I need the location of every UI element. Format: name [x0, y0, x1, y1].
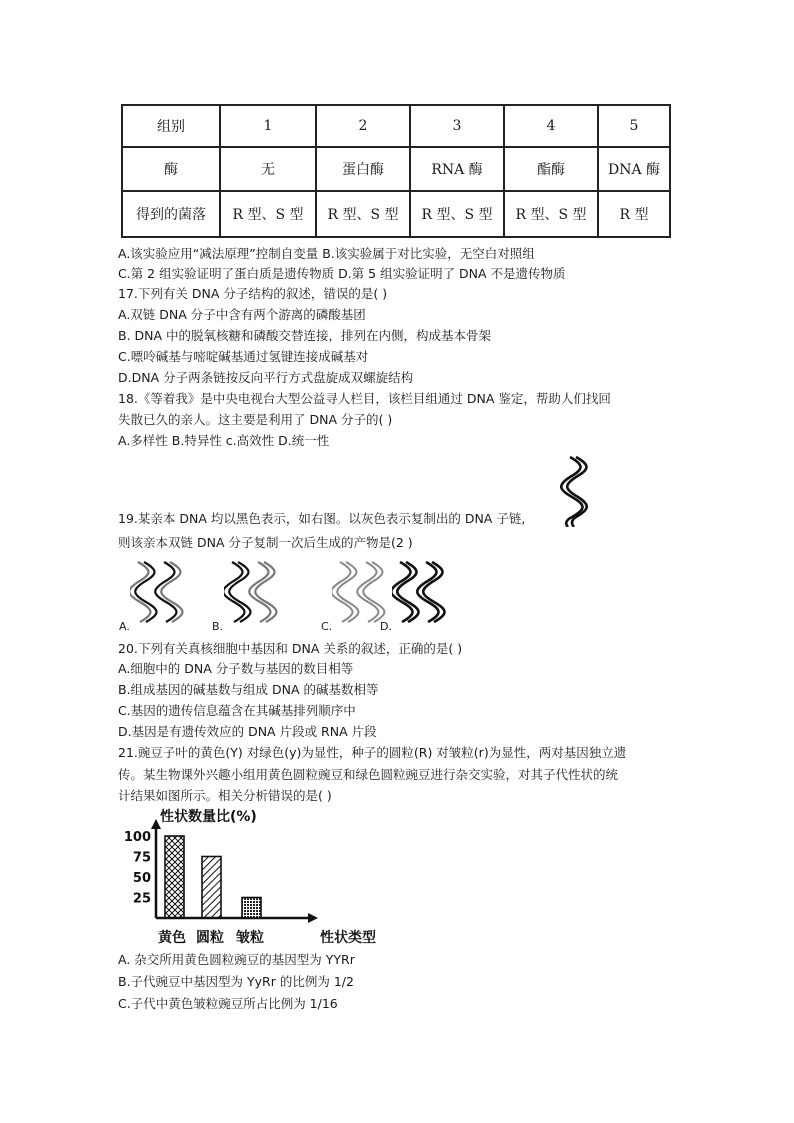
q19-stem-line2: 则该亲本双链 DNA 分子复制一次后生成的产物是(2 )	[118, 535, 413, 550]
option-b-helix-figure	[224, 558, 280, 628]
option-a-label: A.	[119, 620, 130, 633]
chart-y-tick-label: 75	[132, 850, 151, 866]
table-cell: R 型、S 型	[504, 191, 598, 237]
table-cell: R 型、S 型	[410, 191, 504, 237]
q21-option-a: A. 杂交所用黄色圆粒豌豆的基因型为 YYRr	[118, 952, 355, 967]
q16-options-ab: A.该实验应用“减法原理”控制自变量 B.该实验属于对比实验，无空白对照组	[118, 246, 535, 261]
q21-option-b: B.子代豌豆中基因型为 YyRr 的比例为 1/2	[118, 974, 354, 989]
table-cell: R 型、S 型	[316, 191, 410, 237]
chart-x-axis-arrow	[308, 913, 318, 923]
chart-y-axis-label: 性状数量比(%)	[160, 809, 257, 825]
q20-option-b: B.组成基因的碱基数与组成 DNA 的碱基数相等	[118, 682, 379, 697]
option-a-helix-figure	[130, 558, 186, 628]
table-cell: 5	[598, 105, 670, 147]
q19-stem-line1: 19.某亲本 DNA 均以黑色表示，如右图。以灰色表示复制出的 DNA 子链,	[118, 511, 526, 526]
chart-bar	[202, 857, 221, 919]
table-row	[122, 191, 670, 237]
chart-y-tick-label: 100	[123, 830, 151, 845]
trait-ratio-bar-chart	[118, 805, 380, 947]
table-cell: 蛋白酶	[316, 147, 410, 191]
chart-category-label: 黄色	[158, 930, 186, 946]
chart-bar	[165, 836, 184, 918]
q18-options: A.多样性 B.特异性 c.高效性 D.统一性	[118, 433, 330, 448]
q20-option-d: D.基因是有遗传效应的 DNA 片段或 RNA 片段	[118, 724, 377, 739]
chart-category-label: 圆粒	[196, 930, 224, 946]
q17-option-a: A.双链 DNA 分子中含有两个游离的磷酸基团	[118, 307, 366, 322]
q20-option-a: A.细胞中的 DNA 分子数与基因的数目相等	[118, 661, 354, 676]
table-cell: R 型	[598, 191, 670, 237]
table-cell: 4	[504, 105, 598, 147]
q17-option-d: D.DNA 分子两条链按反向平行方式盘旋成双螺旋结构	[118, 370, 414, 385]
q20-option-c: C.基因的遗传信息蕴含在其碱基排列顺序中	[118, 703, 356, 718]
chart-bar	[242, 898, 261, 919]
q21-stem-line2: 传。某生物课外兴趣小组用黄色圆粒豌豆和绿色圆粒豌豆进行杂交实验，对其子代性状的统	[118, 767, 619, 782]
option-c-label: C.	[321, 620, 333, 633]
table-cell: 组别	[122, 105, 220, 147]
q17-option-c: C.嘌呤碱基与嘧啶碱基通过氢键连接成碱基对	[118, 349, 369, 364]
q21-stem-line1: 21.豌豆子叶的黄色(Y) 对绿色(y)为显性，种子的圆粒(R) 对皱粒(r)为显性，两对基因独立遗	[118, 745, 627, 760]
table-cell: 1	[220, 105, 316, 147]
enzyme-table	[121, 104, 671, 238]
chart-category-label: 皱粒	[236, 930, 264, 946]
table-cell: 无	[220, 147, 316, 191]
q20-stem: 20.下列有关真核细胞中基因和 DNA 关系的叙述，正确的是( )	[118, 641, 463, 656]
q18-stem-line1: 18.《等着我》是中央电视台大型公益寻人栏目，该栏目组通过 DNA 鉴定，帮助人们找回	[118, 391, 611, 406]
table-row	[122, 147, 670, 191]
table-cell: R 型、S 型	[220, 191, 316, 237]
chart-x-axis-label: 性状类型	[320, 930, 376, 946]
table-cell: DNA 酶	[598, 147, 670, 191]
option-d-helix-figure	[392, 558, 448, 628]
table-cell: 3	[410, 105, 504, 147]
q17-option-b: B. DNA 中的脱氧核糖和磷酸交替连接，排列在内侧，构成基本骨架	[118, 328, 492, 343]
table-cell: RNA 酶	[410, 147, 504, 191]
chart-y-tick-label: 25	[132, 891, 151, 907]
q17-stem: 17.下列有关 DNA 分子结构的叙述，错误的是( )	[118, 286, 388, 301]
q18-stem-line2: 失散已久的亲人。这主要是利用了 DNA 分子的( )	[118, 412, 393, 427]
table-cell: 酯酶	[504, 147, 598, 191]
q21-option-c: C.子代中黄色皱粒豌豆所占比例为 1/16	[118, 996, 338, 1011]
option-d-label: D.	[380, 620, 392, 633]
q16-options-cd: C.第 2 组实验证明了蛋白质是遗传物质 D.第 5 组实验证明了 DNA 不是遗传物质	[118, 266, 566, 281]
table-cell: 得到的菌落	[122, 191, 220, 237]
parent-dna-helix-figure	[560, 455, 590, 527]
option-b-label: B.	[212, 620, 224, 633]
q21-stem-line3: 计结果如图所示。相关分析错误的是( )	[118, 788, 332, 803]
table-cell: 2	[316, 105, 410, 147]
option-c-helix-figure	[332, 558, 388, 628]
table-cell: 酶	[122, 147, 220, 191]
table-header-row	[122, 105, 670, 147]
chart-y-tick-label: 50	[132, 871, 151, 886]
